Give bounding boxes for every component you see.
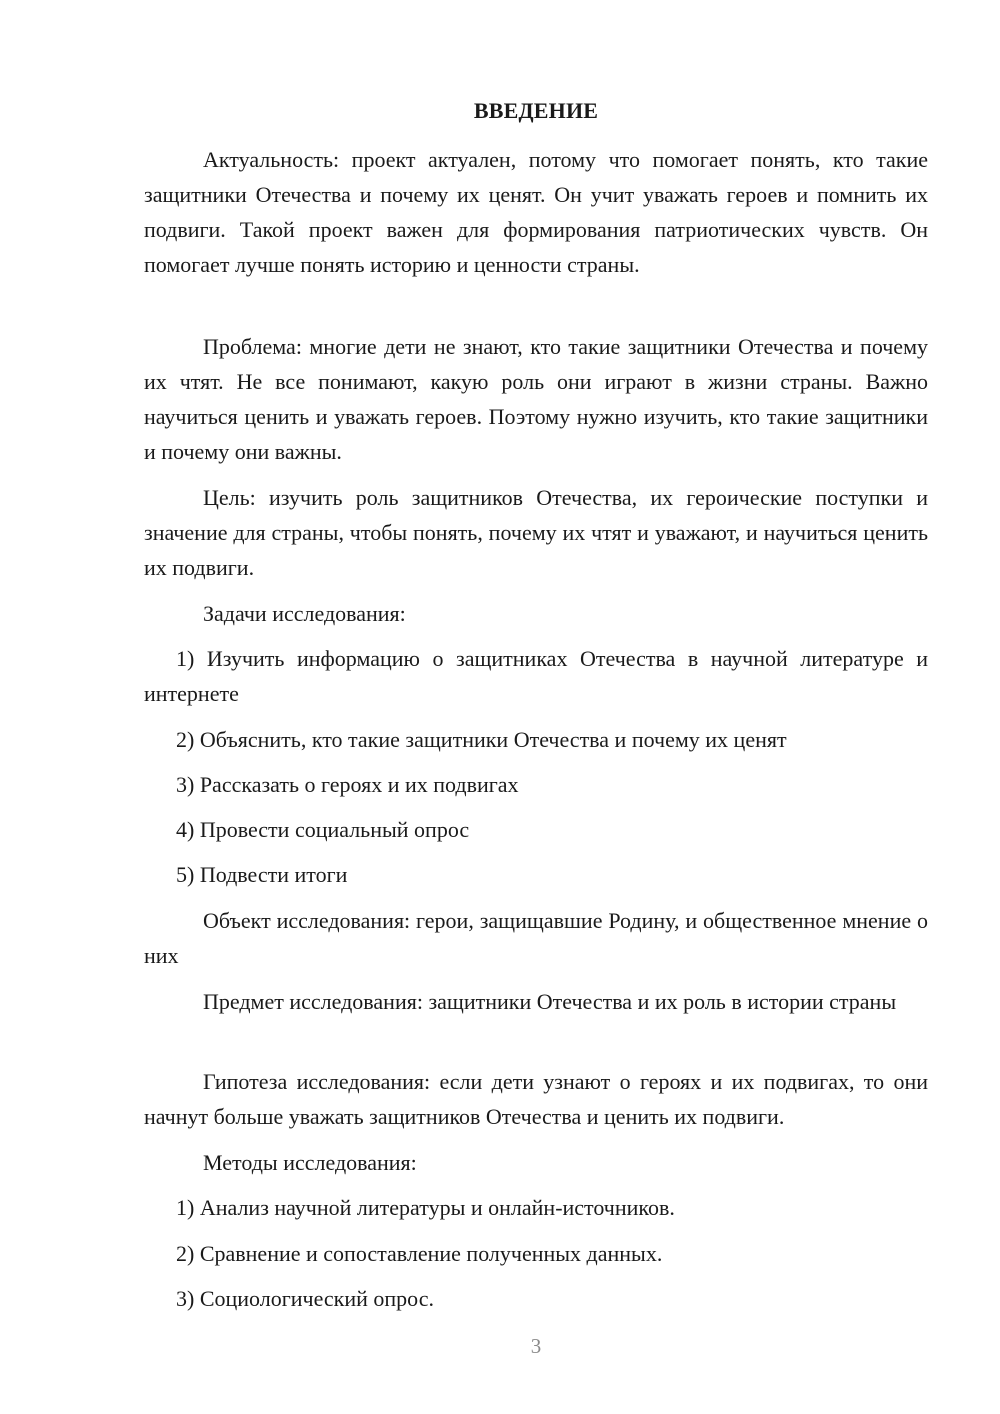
method-2-block: [144, 1236, 928, 1271]
object-paragraph: Объект исследования: герои, защищавшие Родину, и общественное мнение о них: [144, 908, 928, 968]
page-number: 3: [530, 1334, 542, 1358]
relevance-block: [144, 142, 928, 282]
task-item: 5) Подвести итоги: [176, 862, 348, 887]
hypothesis-paragraph: Гипотеза исследования: если дети узнают о героях и их подвигах, то они начнут больше уважать защитников Отечества и ценить их подвиги.: [144, 1069, 928, 1129]
task-item: 3) Рассказать о героях и их подвигах: [176, 772, 519, 797]
method-3-block: [144, 1281, 928, 1316]
tasks-heading-block: [144, 596, 928, 631]
methods-heading-block: [144, 1145, 928, 1180]
task-item: 4) Провести социальный опрос: [176, 817, 470, 842]
task-3-block: [144, 767, 928, 802]
task-2-block: [144, 722, 928, 757]
task-item: 1) Изучить информацию о защитниках Отечества в научной литературе и интернете: [144, 646, 928, 706]
methods-heading: Методы исследования:: [203, 1150, 417, 1175]
subject-paragraph: Предмет исследования: защитники Отечества и их роль в истории страны: [203, 989, 897, 1014]
page-title: ВВЕДЕНИЕ: [473, 98, 599, 123]
goal-paragraph: Цель: изучить роль защитников Отечества, их героические поступки и значение для страны, чтобы понять, почему их чтят и уважают, и научиться ценить их подвиги.: [144, 485, 928, 580]
method-item: 3) Социологический опрос.: [176, 1286, 434, 1311]
subject-block: [144, 984, 928, 1019]
task-5-block: [144, 857, 928, 892]
problem-paragraph: Проблема: многие дети не знают, кто такие защитники Отечества и почему их чтят. Не все понимают, какую роль они играют в жизни страны. Важно научиться ценить и уважать героев. Поэтому нужно изучить, кто такие защитники и почему они важны.: [144, 334, 928, 464]
method-1-block: [144, 1190, 928, 1225]
method-item: 1) Анализ научной литературы и онлайн-источников.: [176, 1195, 675, 1220]
object-block: [144, 903, 928, 973]
goal-block: [144, 480, 928, 585]
task-item: 2) Объяснить, кто такие защитники Отечества и почему их ценят: [176, 727, 787, 752]
relevance-paragraph: Актуальность: проект актуален, потому что помогает понять, кто такие защитники Отечества и почему их ценят. Он учит уважать героев и помнить их подвиги. Такой проект важен для формирования патриотических чувств. Он помогает лучше понять историю и ценности страны.: [144, 147, 928, 277]
task-4-block: [144, 812, 928, 847]
problem-block: [144, 329, 928, 469]
method-item: 2) Сравнение и сопоставление полученных данных.: [176, 1241, 663, 1266]
task-1-block: [144, 641, 928, 711]
hypothesis-block: [144, 1064, 928, 1134]
tasks-heading: Задачи исследования:: [203, 601, 406, 626]
